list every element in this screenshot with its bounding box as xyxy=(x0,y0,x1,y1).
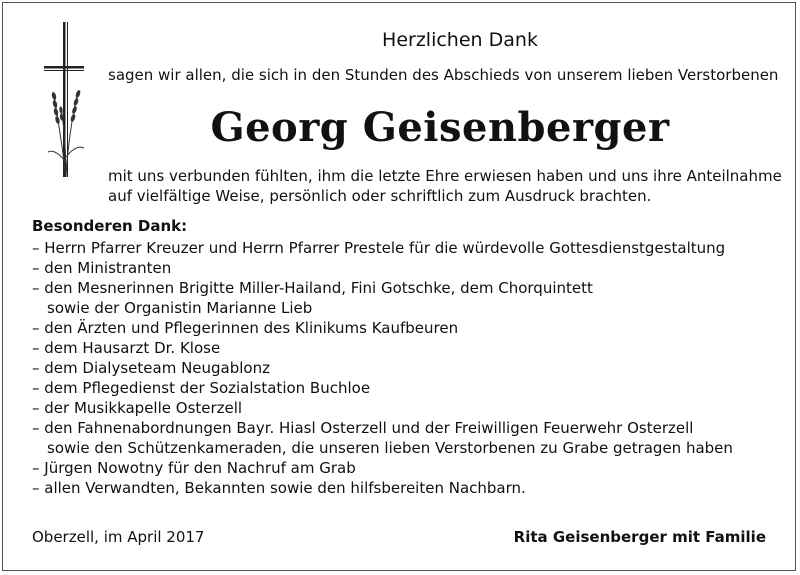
heading: Herzlichen Dank xyxy=(382,29,538,51)
list-item xyxy=(32,358,733,378)
signature: Rita Geisenberger mit Familie xyxy=(513,528,766,546)
thanks-line: auf vielfältige Weise, persönlich oder schriftlich zum Ausdruck brachten. xyxy=(108,187,652,205)
list-item-text: – allen Verwandten, Bekannten sowie den hilfsbereiten Nachbarn. xyxy=(32,479,526,497)
list-item xyxy=(32,338,733,358)
list-item xyxy=(32,378,733,398)
list-item-continuation: sowie der Organistin Marianne Lieb xyxy=(47,299,313,317)
list-item xyxy=(32,278,733,318)
list-item xyxy=(32,418,733,458)
thanks-text xyxy=(108,166,782,206)
list-item-text: – den Mesnerinnen Brigitte Miller-Hailand, Fini Gotschke, dem Chorquintett xyxy=(32,279,593,297)
list-item-text: – dem Dialyseteam Neugablonz xyxy=(32,359,270,377)
place-date: Oberzell, im April 2017 xyxy=(32,528,205,546)
list-item-text: – Jürgen Nowotny für den Nachruf am Grab xyxy=(32,459,356,477)
list-item xyxy=(32,398,733,418)
thanks-line: mit uns verbunden fühlten, ihm die letzte Ehre erwiesen haben und uns ihre Anteilnahme xyxy=(108,167,782,185)
cross-with-wheat-icon xyxy=(36,22,96,182)
special-thanks-section xyxy=(32,216,733,498)
list-item xyxy=(32,458,733,478)
intro-line: sagen wir allen, die sich in den Stunden des Abschieds von unserem lieben Verstorbenen xyxy=(108,66,779,84)
deceased-name: Georg Geisenberger xyxy=(210,104,670,151)
list-item xyxy=(32,318,733,338)
list-item-text: – Herrn Pfarrer Kreuzer und Herrn Pfarrer Prestele für die würdevolle Gottesdienstgestaltung xyxy=(32,239,726,257)
list-item-text: – dem Pflegedienst der Sozialstation Buchloe xyxy=(32,379,371,397)
list-item-text: – dem Hausarzt Dr. Klose xyxy=(32,339,221,357)
special-thanks-title: Besonderen Dank: xyxy=(32,217,188,235)
list-item xyxy=(32,258,733,278)
list-item xyxy=(32,238,733,258)
list-item-text: – den Ärzten und Pflegerinnen des Klinikums Kaufbeuren xyxy=(32,319,459,337)
list-item xyxy=(32,478,733,498)
list-item-text: – der Musikkapelle Osterzell xyxy=(32,399,243,417)
list-item-text: – den Fahnenabordnungen Bayr. Hiasl Osterzell und der Freiwilligen Feuerwehr Osterzell xyxy=(32,419,694,437)
list-item-text: – den Ministranten xyxy=(32,259,172,277)
list-item-continuation: sowie den Schützenkameraden, die unseren lieben Verstorbenen zu Grabe getragen haben xyxy=(47,439,733,457)
